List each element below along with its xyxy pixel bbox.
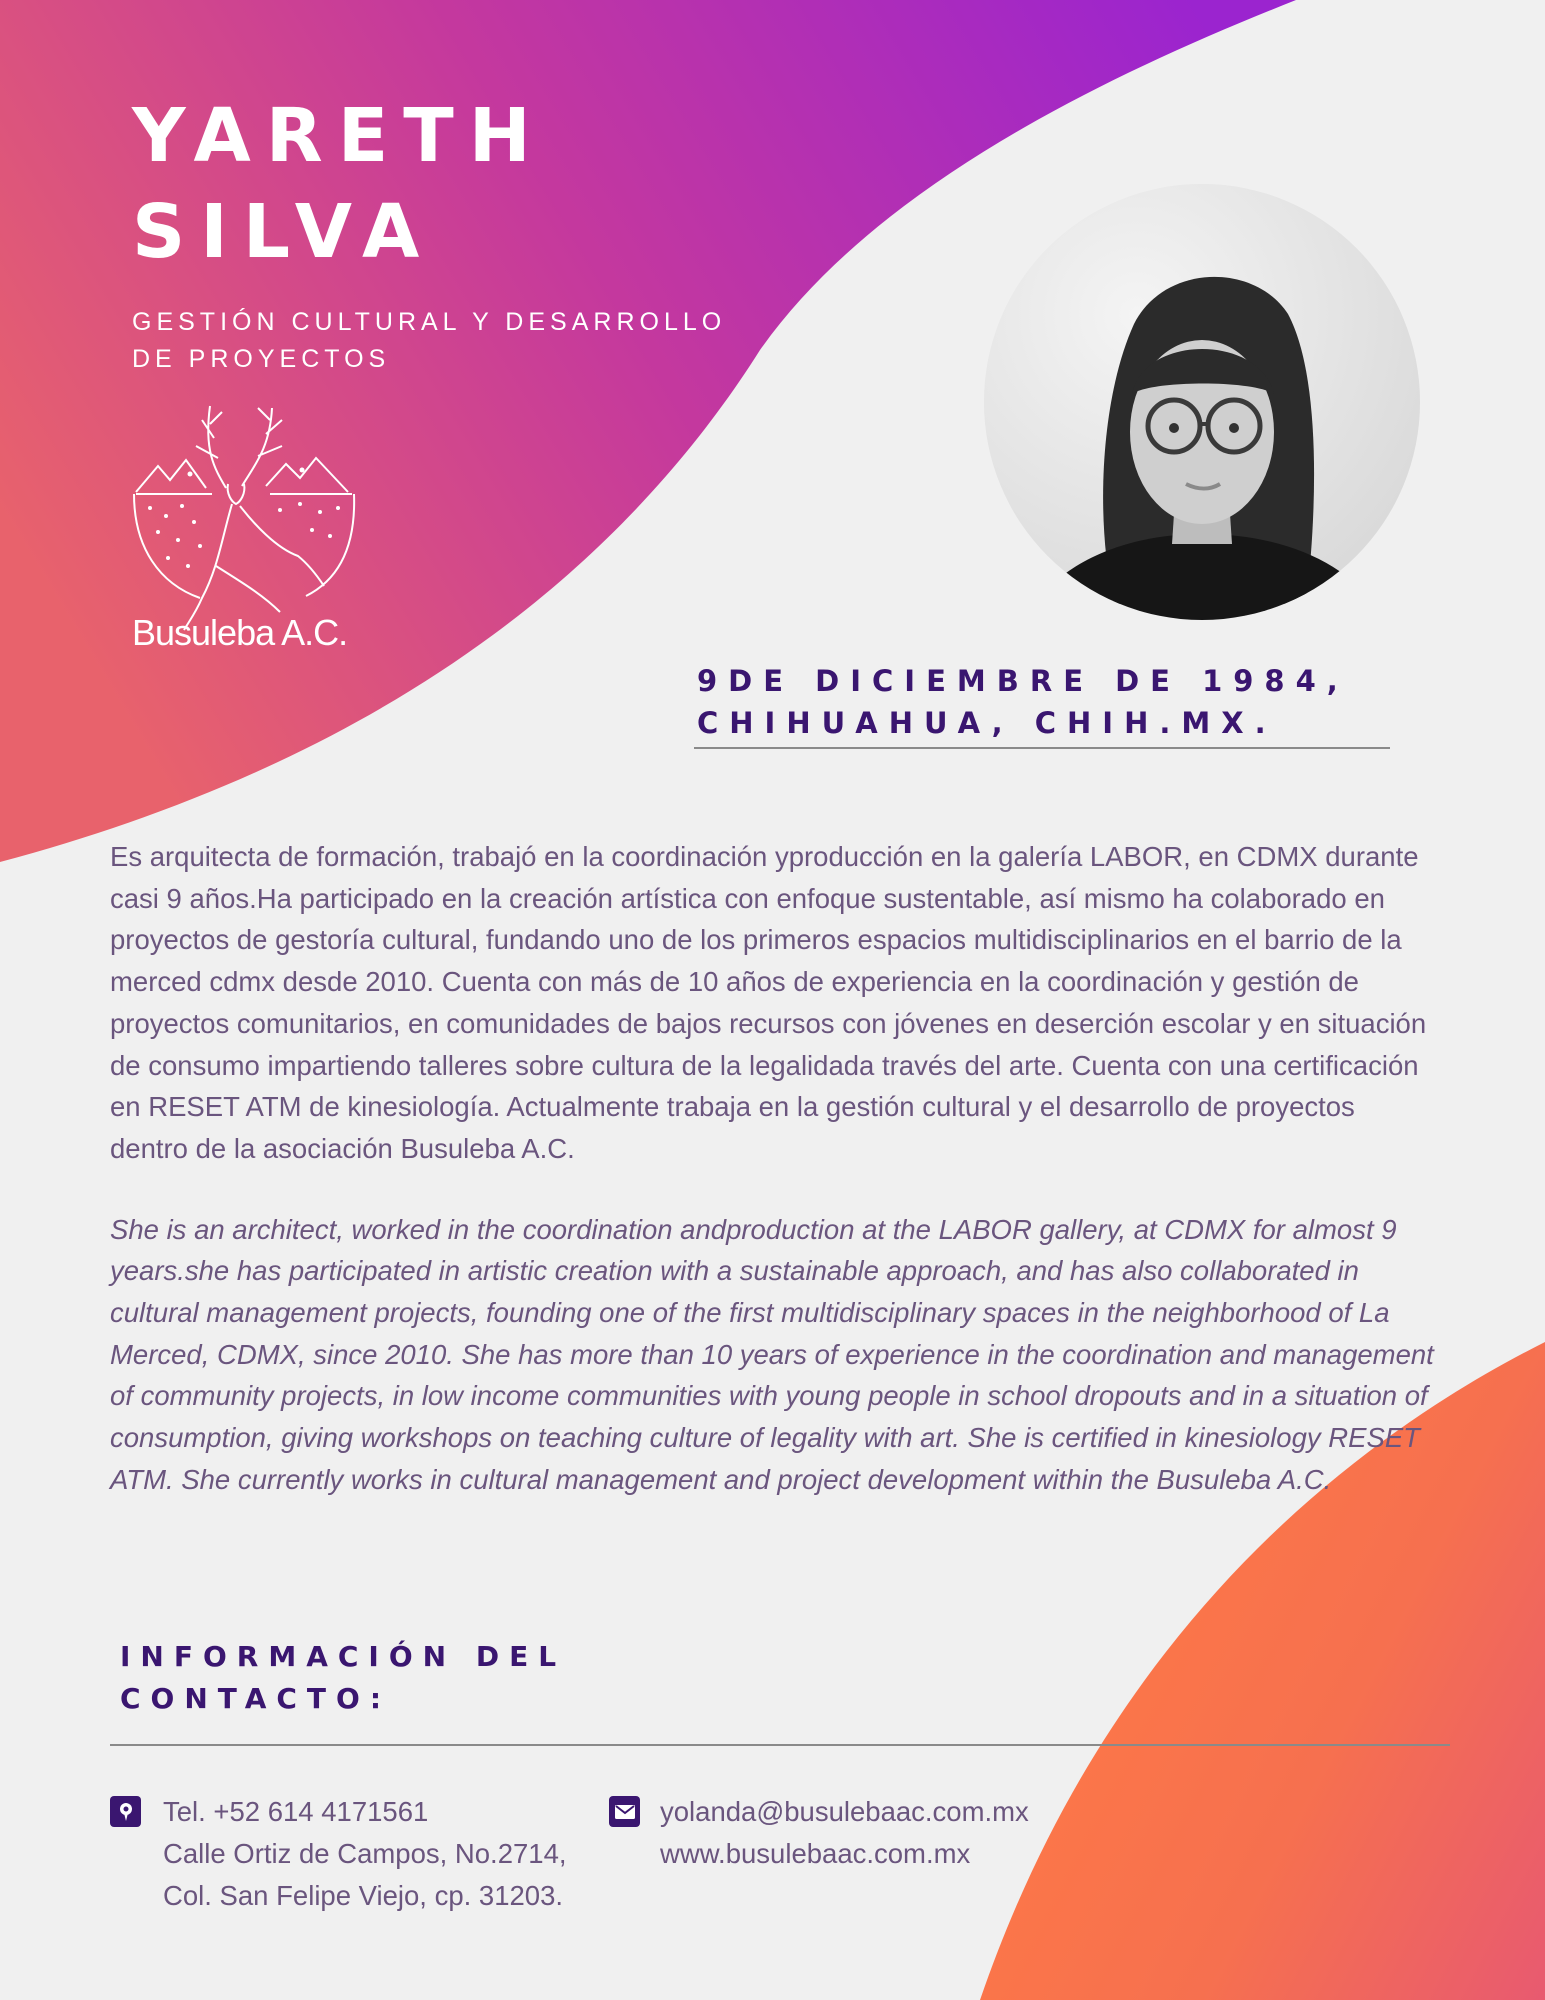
phone-address-block: [163, 1791, 567, 1917]
job-title: GESTIÓN CULTURAL Y DESARROLLO DE PROYECTOS: [132, 308, 727, 373]
divider-line: [694, 747, 1390, 749]
birth-place: CHIHUAHUA, CHIH.MX.: [697, 706, 1277, 740]
biography: [110, 836, 1440, 1501]
name-line-1: YARETH: [132, 93, 546, 179]
birth-date: 9DE DICIEMBRE DE 1984,: [697, 664, 1349, 698]
bio-english-paragraph: She is an architect, worked in the coordination andproduction at the LABOR gallery, at CDMX for almost 9 years.she has participated in artistic creation with a sustainable approach, and has also collaborated in cultural management projects, founding one of the first multidisciplinary spaces in the neighborhood of La Merced, CDMX, since 2010. She has more than 10 years of experience in the coordination and management of community projects, in low income communities with young people in school dropouts and in a situation of consumption, giving workshops on teaching culture of legality with art. She is certified in kinesiology RESET ATM. She currently works in cultural management and project development within the Busuleba A.C.: [110, 1213, 1434, 1495]
address-line-1: Calle Ortiz de Campos, No.2714,: [163, 1838, 567, 1869]
name-line-2: SILVA: [132, 189, 435, 275]
person-name: [132, 88, 546, 280]
email-link[interactable]: yolanda@busulebaac.com.mx: [660, 1796, 1029, 1827]
contact-title-line-2: CONTACTO:: [120, 1682, 392, 1715]
email-web-block: [660, 1791, 1029, 1875]
website-link[interactable]: www.busulebaac.com.mx: [660, 1838, 971, 1869]
location-pin-icon: [110, 1796, 141, 1827]
divider-line: [110, 1744, 1450, 1746]
address-line-2: Col. San Felipe Viejo, cp. 31203.: [163, 1880, 564, 1911]
contact-title-line-1: INFORMACIÓN DEL: [120, 1640, 567, 1673]
bio-spanish-paragraph: Es arquitecta de formación, trabajó en la coordinación yproducción en la galería LABOR, en CDMX durante casi 9 años.Ha participado en la creación artística con enfoque sustentable, así mismo ha colaborado en proyectos de gestoría cultural, fundando uno de los primeros espacios multidisciplinarios en el barrio de la merced cdmx desde 2010. Cuenta con más de 10 años de experiencia en la coordinación y gestión de proyectos comunitarios, en comunidades de bajos recursos con jóvenes en deserción escolar y en situación de consumo impartiendo talleres sobre cultura de la legalidada través del arte. Cuenta con una certificación en RESET ATM de kinesiología. Actualmente trabaja en la gestión cultural y el desarrollo de proyectos dentro de la asociación Busuleba A.C.: [110, 841, 1427, 1164]
birth-info: [697, 660, 1349, 744]
profile-photo: [984, 184, 1420, 620]
phone-number[interactable]: Tel. +52 614 4171561: [163, 1796, 429, 1827]
organization-logo-text: Busuleba A.C.: [132, 612, 348, 653]
envelope-icon: [609, 1796, 640, 1827]
contact-section-title: [120, 1636, 566, 1720]
